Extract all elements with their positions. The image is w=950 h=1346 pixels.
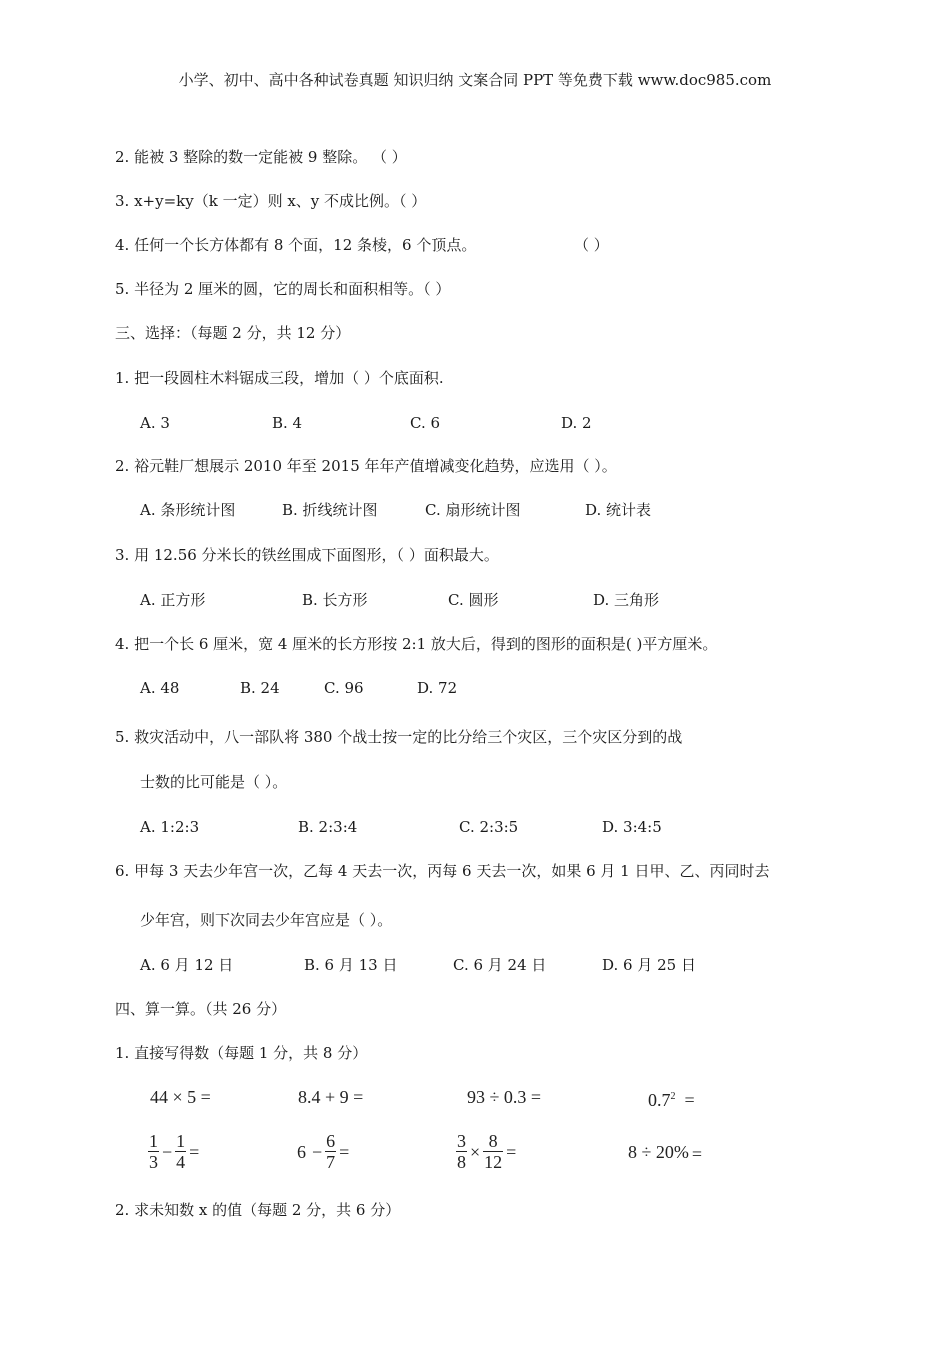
calc-expr-2: 8.4 + 9 = — [298, 1087, 364, 1107]
choice-q3-option-d: D. 三角形 — [593, 591, 660, 609]
choice-q5-option-c: C. 2:3:5 — [459, 818, 519, 836]
calc-expr-7: $\frac{3}{8}$ × $\frac{8}{12}$ = — [457, 1131, 517, 1172]
choice-q1-option-b: B. 4 — [272, 414, 303, 432]
choice-q1-option-d: D. 2 — [561, 414, 592, 432]
choice-q1-stem: 1. 把一段圆柱木料锯成三段，增加（ ）个底面积. — [115, 369, 444, 387]
choice-q5-option-d: D. 3:4:5 — [602, 818, 662, 836]
fraction: $\frac{1}{3}$ — [149, 1131, 158, 1172]
choice-q5-option-b: B. 2:3:4 — [298, 818, 358, 836]
calc-expr-8: 8 ÷ 20% = — [628, 1142, 703, 1164]
choice-q5-option-a: A. 1:2:3 — [140, 818, 200, 836]
solve-title: 2. 求未知数 x 的值（每题 2 分，共 6 分） — [115, 1201, 401, 1219]
calc-expr-1: 44 × 5 = — [150, 1087, 211, 1107]
section-4-title: 四、算一算。（共 26 分） — [115, 1000, 287, 1018]
judge-item-2: 2. 能被 3 整除的数一定能被 9 整除。 （ ） — [115, 148, 407, 166]
judge-item-5: 5. 半径为 2 厘米的圆，它的周长和面积相等。（ ） — [115, 280, 451, 298]
fraction: $\frac{3}{8}$ — [457, 1131, 466, 1172]
choice-q6-stem-cont: 少年宫，则下次同去少年宫应是（ ）。 — [140, 911, 393, 929]
judge-item-3: 3. x+y=ky（k 一定）则 x、y 不成比例。（ ） — [115, 192, 427, 210]
choice-q6-option-a: A. 6 月 12 日 — [140, 956, 234, 974]
choice-q4-option-c: C. 96 — [324, 679, 364, 697]
choice-q1-option-a: A. 3 — [140, 414, 170, 432]
choice-q2-option-c: C. 扇形统计图 — [425, 501, 521, 519]
fraction: $\frac{6}{7}$ — [326, 1131, 336, 1172]
fraction: $\frac{1}{4}$ — [176, 1131, 186, 1172]
choice-q2-option-d: D. 统计表 — [585, 501, 652, 519]
judge-item-4-blank: （ ） — [574, 236, 609, 254]
choice-q3-stem: 3. 用 12.56 分米长的铁丝围成下面图形，（ ）面积最大。 — [115, 546, 499, 564]
calc-expr-4-base: 0.7 — [648, 1090, 671, 1110]
calc-expr-4 — [648, 1086, 695, 1111]
choice-q6-option-b: B. 6 月 13 日 — [304, 956, 398, 974]
choice-q3-option-c: C. 圆形 — [448, 591, 499, 609]
choice-q6-option-d: D. 6 月 25 日 — [602, 956, 696, 974]
choice-q4-option-d: D. 72 — [417, 679, 458, 697]
choice-q6-option-c: C. 6 月 24 日 — [453, 956, 547, 974]
section-3-title: 三、选择：（每题 2 分，共 12 分） — [115, 324, 351, 342]
page-header: 小学、初中、高中各种试卷真题 知识归纳 文案合同 PPT 等免费下载 www.doc985.com — [178, 71, 772, 89]
fraction: $\frac{8}{12}$ — [484, 1131, 503, 1172]
calc-expr-4-eq: = — [684, 1090, 695, 1110]
choice-q4-option-a: A. 48 — [140, 679, 180, 697]
choice-q5-stem: 5. 救灾活动中，八一部队将 380 个战士按一定的比分给三个灾区，三个灾区分到的战 — [115, 728, 683, 746]
choice-q4-option-b: B. 24 — [240, 679, 280, 697]
choice-q5-stem-cont: 士数的比可能是（ ）。 — [140, 773, 288, 791]
choice-q6-stem: 6. 甲每 3 天去少年宫一次，乙每 4 天去一次，丙每 6 天去一次，如果 6 月 1 日甲、乙、丙同时去 — [115, 862, 770, 880]
choice-q3-option-b: B. 长方形 — [302, 591, 368, 609]
choice-q2-option-a: A. 条形统计图 — [140, 501, 236, 519]
calc-expr-6: 6 − $\frac{6}{7}$ = — [297, 1131, 350, 1172]
choice-q2-option-b: B. 折线统计图 — [282, 501, 378, 519]
choice-q2-stem: 2. 裕元鞋厂想展示 2010 年至 2015 年年产值增减变化趋势，应选用（ ）。 — [115, 457, 617, 475]
calc-title: 1. 直接写得数（每题 1 分，共 8 分） — [115, 1044, 368, 1062]
calc-expr-4-exponent: 2 — [670, 1091, 676, 1102]
choice-q1-option-c: C. 6 — [410, 414, 441, 432]
calc-expr-5: $\frac{1}{3}$ − $\frac{1}{4}$ = — [149, 1131, 200, 1172]
choice-q4-stem: 4. 把一个长 6 厘米，宽 4 厘米的长方形按 2:1 放大后，得到的图形的面积是( )平方厘米。 — [115, 635, 718, 653]
calc-expr-3: 93 ÷ 0.3 = — [467, 1087, 542, 1107]
judge-item-4: 4. 任何一个长方体都有 8 个面，12 条棱，6 个顶点。 — [115, 236, 477, 254]
choice-q3-option-a: A. 正方形 — [140, 591, 206, 609]
